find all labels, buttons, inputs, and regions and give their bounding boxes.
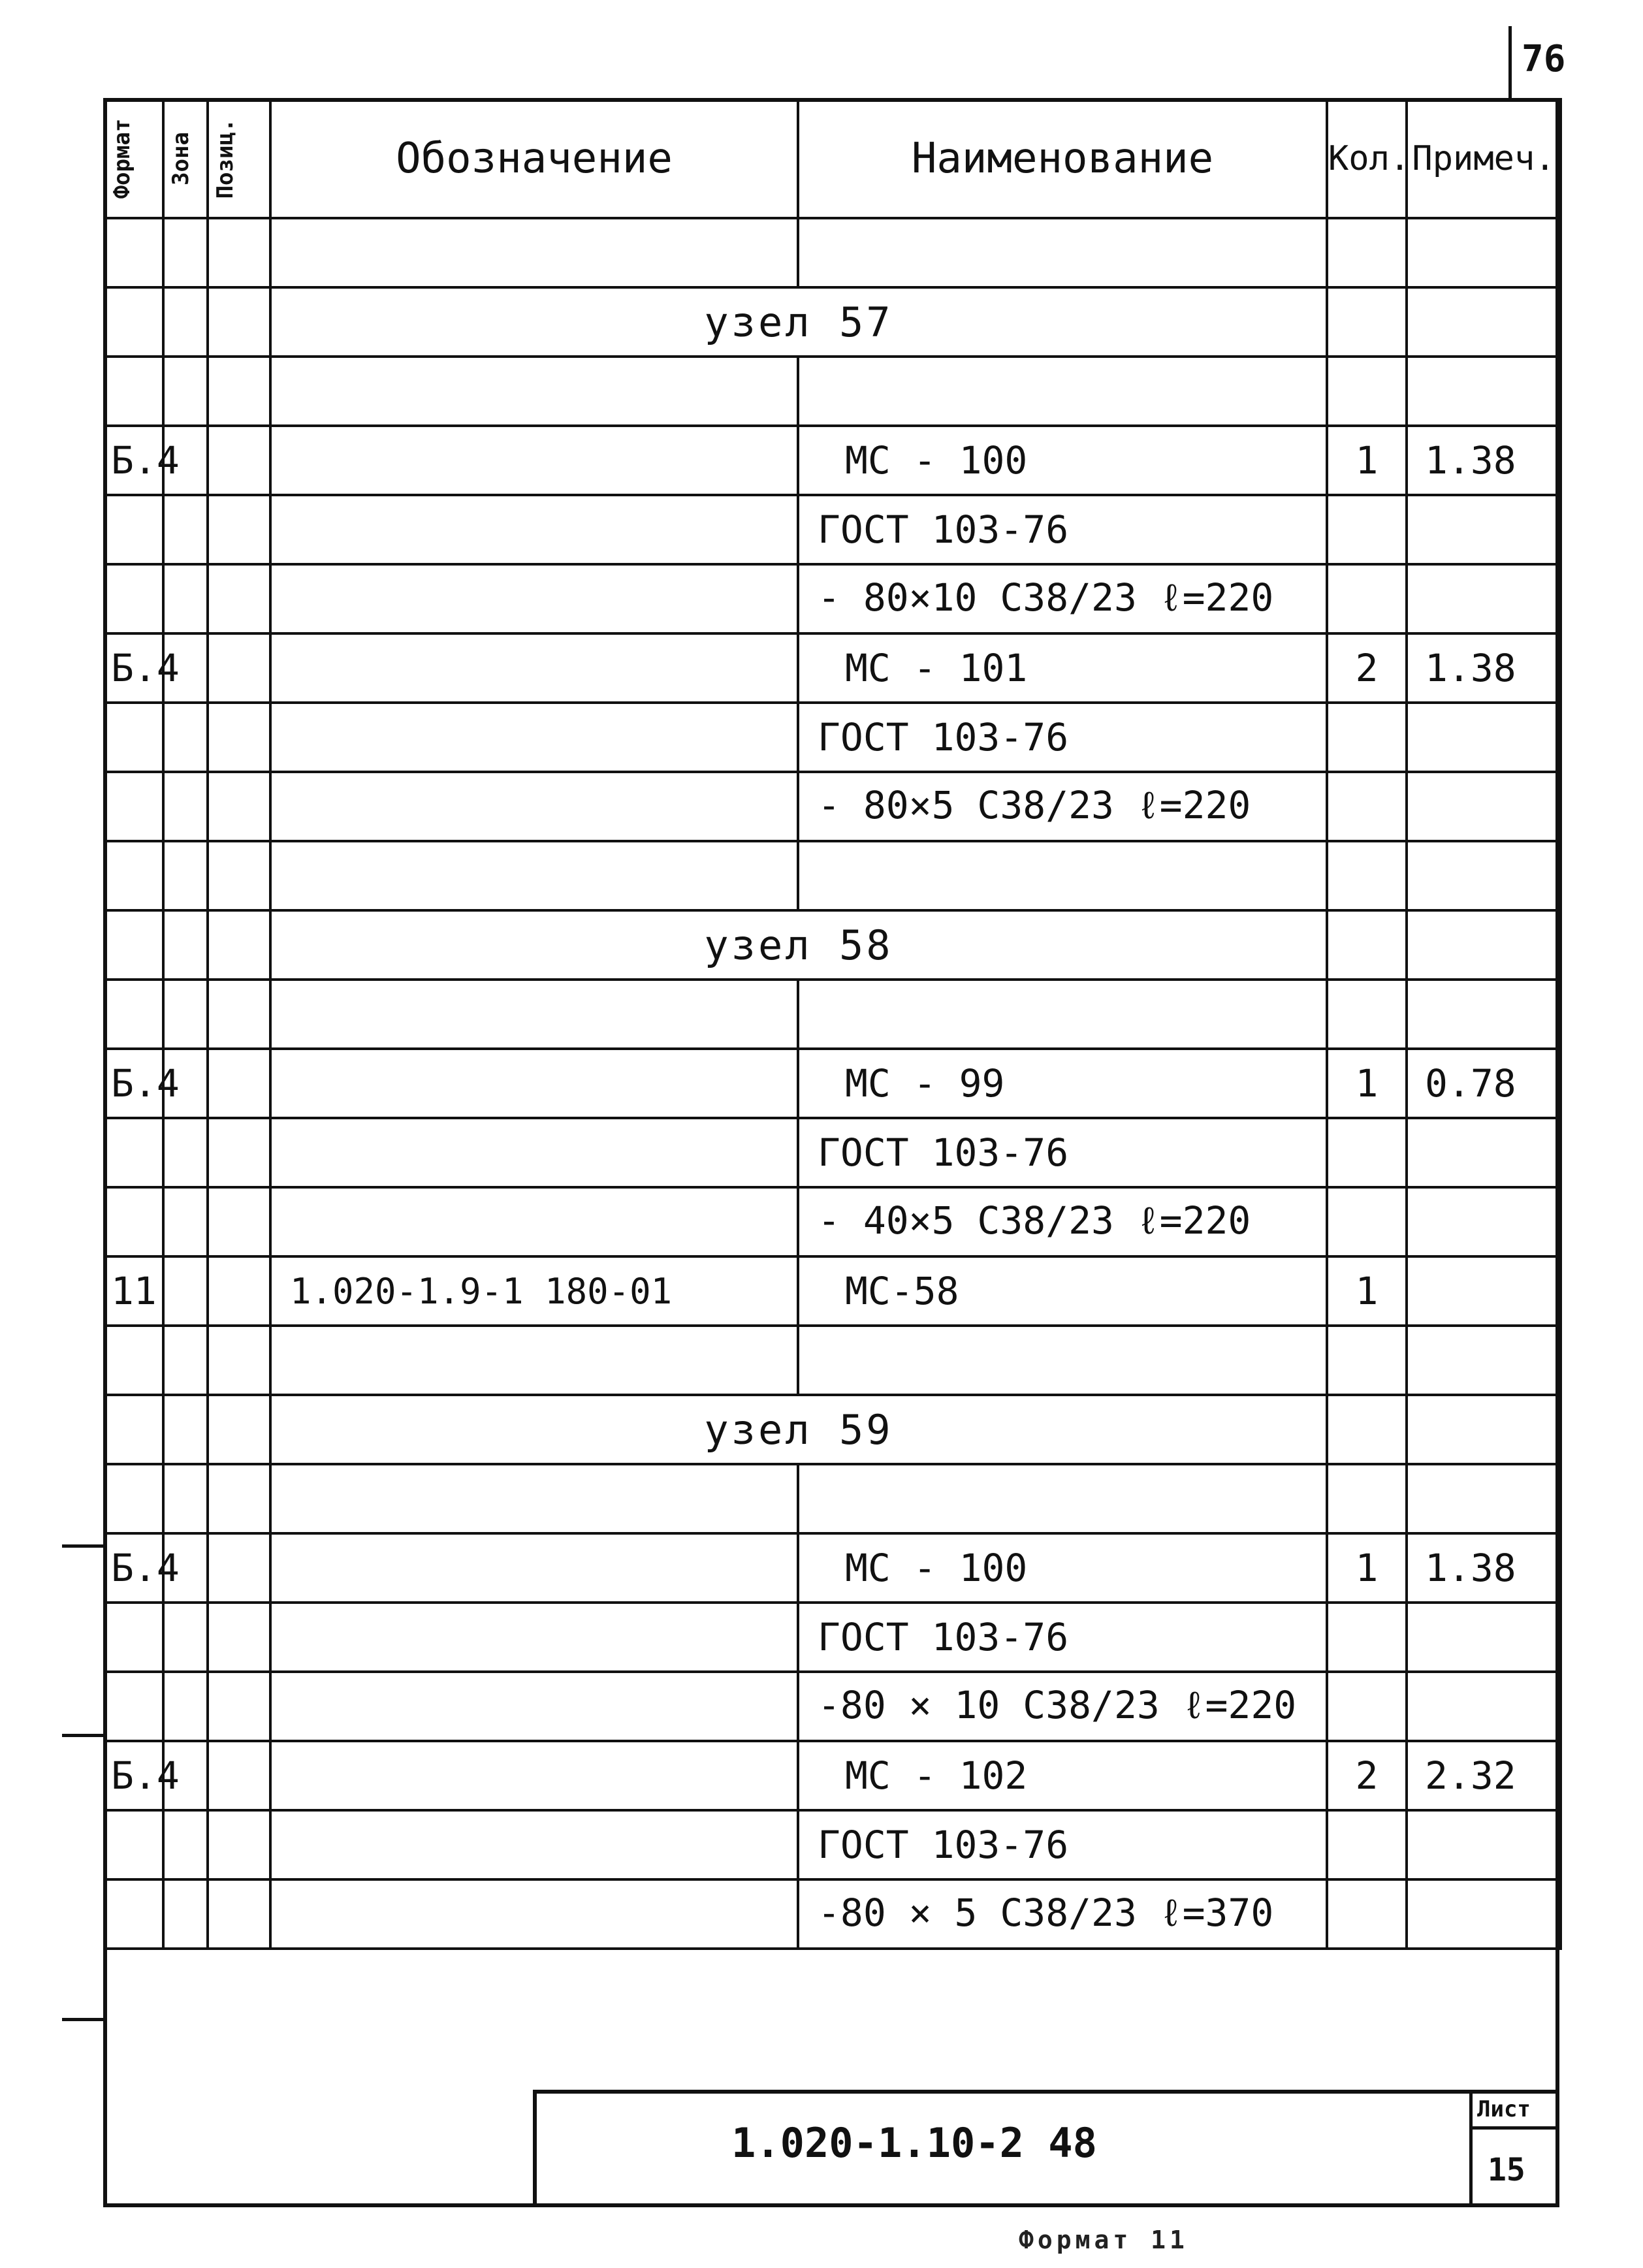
cell-name [798,1464,1327,1533]
cell-qty [1327,910,1407,980]
cell-note [1407,772,1561,841]
cell-position [208,1603,270,1672]
header-name: Наименование [798,99,1327,218]
cell-zone [163,218,208,287]
table-row [104,426,1561,495]
cell-name: МС - 100 [798,426,1327,495]
cell-zone [163,1118,208,1187]
cell-designation [270,1326,798,1395]
margin-tick [62,2018,104,2021]
cell-name: МС - 99 [798,1049,1327,1118]
cell-qty [1327,1326,1407,1395]
cell-designation [270,980,798,1049]
cell-qty [1327,1187,1407,1256]
cell-designation: 1.020-1.9-1 180-01 [270,1256,798,1326]
cell-designation [270,1741,798,1810]
cell-note [1407,287,1561,357]
cell-designation [270,1672,798,1741]
cell-zone [163,1672,208,1741]
cell-qty [1327,1118,1407,1187]
table-row [104,1326,1561,1395]
table-row [104,1256,1561,1326]
cell-name: -80 × 5 С38/23 ℓ=370 [798,1879,1327,1949]
cell-note [1407,1326,1561,1395]
cell-position [208,218,270,287]
cell-note [1407,495,1561,564]
cell-name: ГОСТ 103-76 [798,1118,1327,1187]
table-row [104,218,1561,287]
cell-note [1407,910,1561,980]
cell-name: ГОСТ 103-76 [798,1603,1327,1672]
cell-note [1407,1187,1561,1256]
cell-note [1407,218,1561,287]
cell-format [104,287,163,357]
cell-qty [1327,218,1407,287]
cell-name: - 80×5 С38/23 ℓ=220 [798,772,1327,841]
table-header-row [104,99,1561,218]
cell-qty: 2 [1327,633,1407,703]
cell-qty: 2 [1327,1741,1407,1810]
header-designation: Обозначение [270,99,798,218]
table-row [104,772,1561,841]
cell-position [208,980,270,1049]
cell-format: Б.4 [104,1049,163,1118]
cell-position [208,287,270,357]
cell-zone [163,1810,208,1879]
cell-position [208,426,270,495]
cell-qty [1327,1879,1407,1949]
table-row [104,1395,1561,1464]
cell-note [1407,1879,1561,1949]
cell-zone [163,841,208,910]
cell-format [104,703,163,772]
cell-qty [1327,841,1407,910]
cell-name: -80 × 10 С38/23 ℓ=220 [798,1672,1327,1741]
cell-format: Б.4 [104,426,163,495]
cell-format [104,841,163,910]
sheet-box-divider [1469,2126,1559,2130]
margin-tick [62,1544,104,1548]
cell-zone [163,564,208,633]
specification-table [103,98,1562,1950]
cell-position [208,1533,270,1603]
table-row [104,564,1561,633]
cell-format [104,1672,163,1741]
cell-note [1407,1118,1561,1187]
cell-format [104,1879,163,1949]
header-zone: Зона [163,99,208,218]
cell-designation [270,1187,798,1256]
cell-position [208,703,270,772]
header-qty: Кол. [1327,99,1407,218]
cell-note: 0.78 [1407,1049,1561,1118]
cell-qty [1327,287,1407,357]
table-row [104,1672,1561,1741]
cell-qty [1327,495,1407,564]
cell-designation [270,495,798,564]
cell-format: 11 [104,1256,163,1326]
cell-name: МС-58 [798,1256,1327,1326]
table-row [104,910,1561,980]
cell-zone [163,1464,208,1533]
cell-name [798,980,1327,1049]
cell-zone [163,357,208,426]
table-row [104,703,1561,772]
table-row [104,357,1561,426]
cell-format [104,495,163,564]
cell-position [208,495,270,564]
cell-position [208,1326,270,1395]
table-row [104,1464,1561,1533]
sheet-value: 15 [1488,2152,1525,2188]
cell-qty [1327,1603,1407,1672]
section-title: узел 59 [270,1395,1327,1464]
cell-name: ГОСТ 103-76 [798,1810,1327,1879]
cell-format [104,1187,163,1256]
cell-designation [270,1118,798,1187]
cell-name: - 40×5 С38/23 ℓ=220 [798,1187,1327,1256]
cell-name [798,1326,1327,1395]
cell-designation [270,1464,798,1533]
cell-position [208,564,270,633]
table-row [104,980,1561,1049]
cell-designation [270,1533,798,1603]
cell-position [208,772,270,841]
cell-position [208,1187,270,1256]
cell-zone [163,1879,208,1949]
cell-qty [1327,1464,1407,1533]
cell-format [104,910,163,980]
table-row [104,633,1561,703]
cell-qty [1327,1672,1407,1741]
cell-zone [163,1395,208,1464]
cell-designation [270,1879,798,1949]
cell-zone [163,1326,208,1395]
cell-qty [1327,564,1407,633]
cell-position [208,1395,270,1464]
cell-zone [163,287,208,357]
cell-name: ГОСТ 103-76 [798,703,1327,772]
cell-format [104,1118,163,1187]
cell-position [208,1049,270,1118]
cell-qty: 1 [1327,1049,1407,1118]
cell-zone [163,703,208,772]
cell-format [104,564,163,633]
cell-position [208,1672,270,1741]
cell-designation [270,357,798,426]
table-row [104,287,1561,357]
table-row [104,841,1561,910]
cell-note: 1.38 [1407,426,1561,495]
cell-note [1407,980,1561,1049]
cell-position [208,1256,270,1326]
cell-format [104,980,163,1049]
cell-format [104,1464,163,1533]
cell-note [1407,1603,1561,1672]
cell-zone [163,1256,208,1326]
cell-qty [1327,357,1407,426]
sheet-label: Лист [1477,2096,1531,2122]
cell-note [1407,1256,1561,1326]
cell-position [208,841,270,910]
section-title: узел 58 [270,910,1327,980]
cell-position [208,633,270,703]
cell-name: МС - 102 [798,1741,1327,1810]
table-row [104,1118,1561,1187]
cell-designation [270,564,798,633]
cell-designation [270,1810,798,1879]
cell-note: 2.32 [1407,1741,1561,1810]
cell-designation [270,703,798,772]
cell-format [104,218,163,287]
cell-designation [270,841,798,910]
cell-qty [1327,703,1407,772]
cell-name: ГОСТ 103-76 [798,495,1327,564]
cell-note [1407,1395,1561,1464]
cell-format: Б.4 [104,633,163,703]
cell-position [208,1741,270,1810]
cell-zone [163,772,208,841]
cell-designation [270,633,798,703]
table-row [104,1187,1561,1256]
cell-qty [1327,772,1407,841]
cell-zone [163,910,208,980]
cell-note [1407,703,1561,772]
cell-position [208,910,270,980]
cell-format [104,1603,163,1672]
cell-designation [270,772,798,841]
cell-position [208,1118,270,1187]
cell-name: МС - 101 [798,633,1327,703]
cell-format [104,357,163,426]
table-row [104,1603,1561,1672]
cell-name [798,218,1327,287]
cell-format: Б.4 [104,1533,163,1603]
cell-zone [163,495,208,564]
cell-note [1407,357,1561,426]
header-position: Позиц. [208,99,270,218]
cell-note: 1.38 [1407,633,1561,703]
cell-format: Б.4 [104,1741,163,1810]
table-row [104,1049,1561,1118]
cell-name: - 80×10 С38/23 ℓ=220 [798,564,1327,633]
sheet-number-rule [1508,26,1512,101]
cell-designation [270,1049,798,1118]
cell-qty: 1 [1327,1256,1407,1326]
table-row [104,495,1561,564]
cell-name: МС - 100 [798,1533,1327,1603]
cell-zone [163,1603,208,1672]
cell-position [208,1464,270,1533]
margin-tick [62,1734,104,1737]
cell-note [1407,1672,1561,1741]
cell-designation [270,426,798,495]
cell-position [208,1810,270,1879]
cell-name [798,841,1327,910]
cell-zone [163,980,208,1049]
cell-qty [1327,1810,1407,1879]
cell-format [104,772,163,841]
cell-position [208,357,270,426]
cell-format [104,1395,163,1464]
cell-format [104,1326,163,1395]
section-title: узел 57 [270,287,1327,357]
cell-note [1407,1464,1561,1533]
cell-format [104,1810,163,1879]
document-code: 1.020-1.10-2 48 [731,2119,1097,2167]
cell-qty [1327,1395,1407,1464]
table-row [104,1810,1561,1879]
cell-position [208,1879,270,1949]
header-note: Примеч. [1407,99,1561,218]
cell-note [1407,1810,1561,1879]
cell-designation [270,1603,798,1672]
cell-designation [270,218,798,287]
footer-format-note: Формат 11 [1019,2226,1188,2254]
cell-qty [1327,980,1407,1049]
table-row [104,1879,1561,1949]
cell-zone [163,1187,208,1256]
cell-qty: 1 [1327,1533,1407,1603]
cell-note [1407,564,1561,633]
cell-name [798,357,1327,426]
sheet-number: 76 [1522,38,1566,80]
cell-note [1407,841,1561,910]
table-row [104,1741,1561,1810]
header-format: Формат [104,99,163,218]
cell-qty: 1 [1327,426,1407,495]
cell-note: 1.38 [1407,1533,1561,1603]
table-row [104,1533,1561,1603]
